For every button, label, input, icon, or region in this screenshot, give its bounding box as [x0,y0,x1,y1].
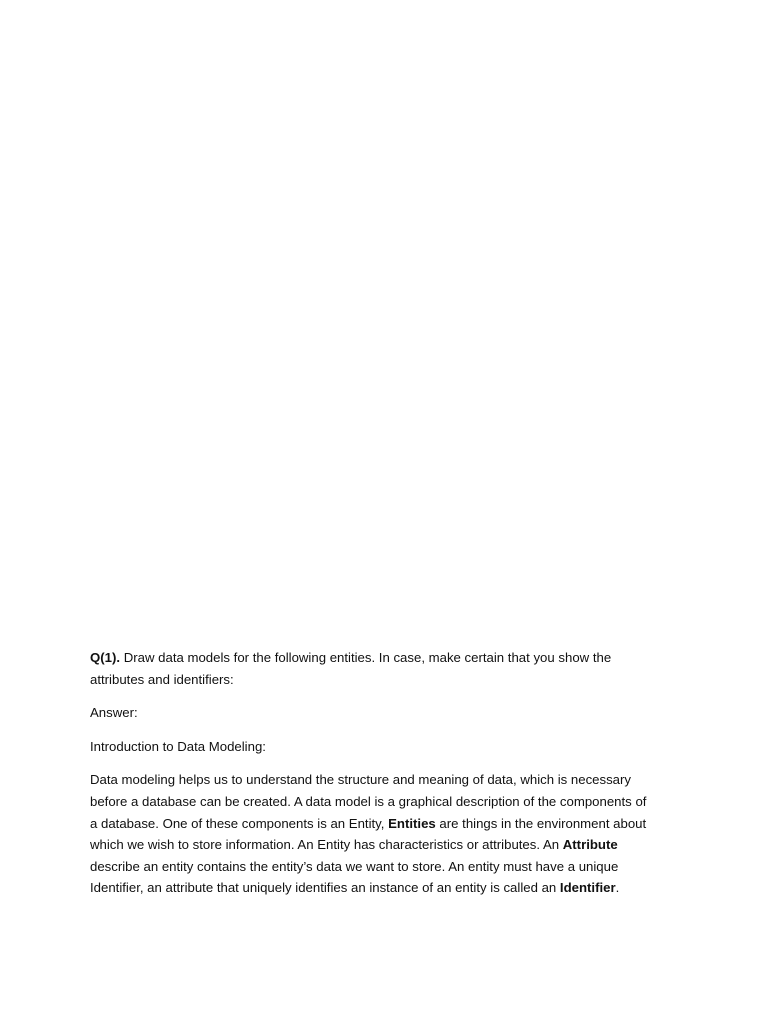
term-attribute: Attribute [562,837,618,853]
body-line-3-start: a database. One of these components is an Entity, [90,815,389,831]
term-entities: Entities [388,815,436,831]
document-content [90,647,682,911]
body-line-3 [90,813,682,835]
question-text-1: Draw data models for the following entities. In case, make certain that you show the [123,650,612,665]
term-identifier: Identifier [559,880,616,896]
body-line-3-end: are things in the environment about [435,815,647,831]
body-line-5: describe an entity contains the entity’s data we want to store. An entity must have a unique [90,858,619,874]
answer-label: Answer: [90,705,138,721]
body-paragraph [90,769,682,899]
question-line-2: attributes and identifiers: [90,671,234,687]
body-line-2: before a database can be created. A data model is a graphical description of the components of [90,793,647,809]
question-line-1 [90,647,682,669]
question-label: Q(1). [90,650,121,665]
body-line-6-start: Identifier, an attribute that uniquely identifies an instance of an entity is called an [90,880,560,896]
body-line-1: Data modeling helps us to understand the structure and meaning of data, which is necessary [90,772,632,788]
question-paragraph [90,647,682,690]
body-line-6 [90,877,682,899]
body-line-6-end: . [615,880,620,896]
body-line-4-start: which we wish to store information. An Entity has characteristics or attributes. An [90,837,563,853]
section-heading: Introduction to Data Modeling: [90,738,266,754]
body-line-4 [90,834,682,856]
